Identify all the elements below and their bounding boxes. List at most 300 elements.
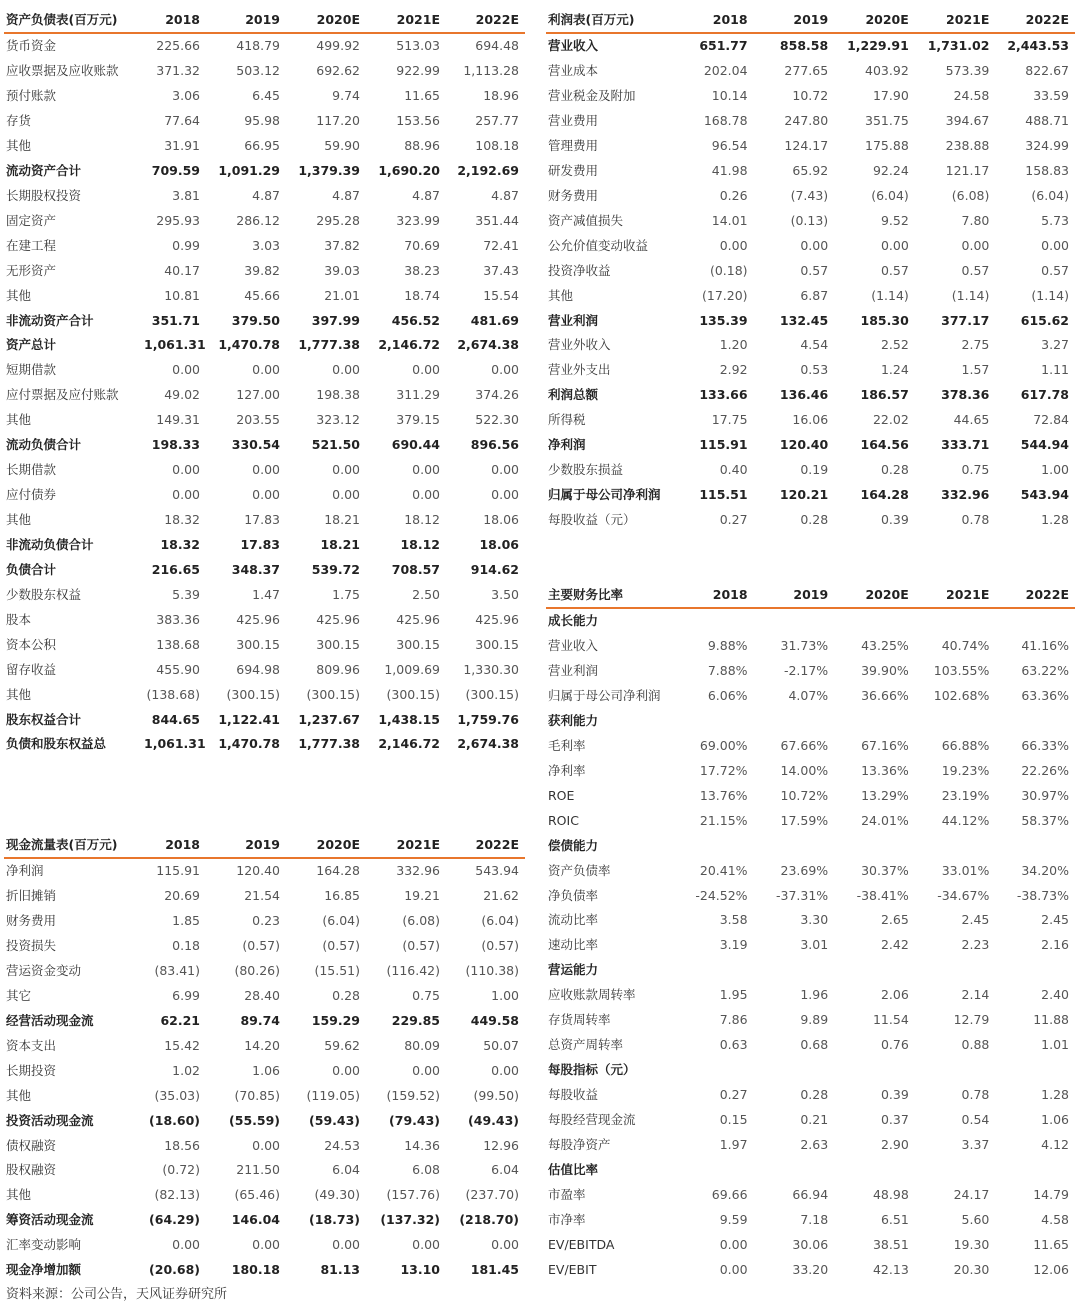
value-cell — [691, 1058, 753, 1083]
value-cell: (300.15) — [226, 686, 280, 702]
balance-sheet-table — [4, 8, 525, 757]
value-cell: (300.15) — [386, 686, 440, 702]
value-cell: 92.24 — [872, 162, 909, 178]
section-row — [546, 958, 1075, 983]
year-header: 2022E — [995, 8, 1075, 33]
value-cell — [915, 1058, 996, 1083]
value-cell: 11.65 — [1033, 1236, 1069, 1252]
income-statement-table — [546, 8, 1075, 533]
value-cell: 2.52 — [880, 337, 909, 353]
value-cell: 24.01% — [861, 812, 909, 828]
row-label: 营业收入 — [548, 38, 599, 54]
value-cell: 0.37 — [880, 1111, 909, 1127]
value-cell: (0.57) — [402, 938, 440, 954]
value-cell: 4.87 — [332, 187, 360, 203]
value-cell: 379.50 — [231, 312, 280, 328]
value-cell: 0.00 — [719, 1261, 748, 1277]
value-cell: 67.66% — [780, 737, 829, 753]
value-cell: 3.19 — [719, 937, 748, 953]
row-label: 营业利润 — [548, 663, 599, 679]
table-row — [546, 1008, 1075, 1033]
value-cell: 0.76 — [880, 1037, 909, 1053]
value-cell — [834, 833, 915, 858]
value-cell: 72.84 — [1033, 412, 1069, 428]
value-cell: 6.99 — [172, 987, 200, 1003]
value-cell: (18.73) — [309, 1212, 360, 1228]
value-cell: 153.56 — [396, 113, 440, 129]
row-label: EV/EBIT — [548, 1261, 597, 1277]
value-cell: 133.66 — [699, 387, 748, 403]
value-cell: 44.65 — [953, 412, 990, 428]
row-label: 长期股权投资 — [6, 187, 82, 203]
value-cell: 295.93 — [156, 212, 200, 228]
value-cell: 11.88 — [1033, 1012, 1069, 1028]
value-cell: 1.57 — [961, 362, 990, 378]
value-cell: 0.19 — [800, 462, 829, 478]
value-cell: 14.36 — [404, 1137, 440, 1153]
value-cell: 1.96 — [800, 987, 829, 1003]
row-label: 其他 — [6, 137, 32, 153]
table-row — [4, 1009, 525, 1034]
value-cell: 0.21 — [800, 1111, 829, 1127]
value-cell: (15.51) — [314, 962, 360, 978]
value-cell: 63.36% — [1021, 688, 1069, 704]
value-cell: (1.14) — [871, 287, 909, 303]
value-cell: 0.28 — [800, 1087, 829, 1103]
table-row — [546, 383, 1075, 408]
value-cell: 95.98 — [244, 113, 280, 129]
value-cell: 66.94 — [792, 1186, 829, 1202]
value-cell: 543.94 — [1020, 487, 1069, 503]
table-row — [4, 1183, 525, 1208]
value-cell: 9.88% — [707, 638, 748, 654]
table-row — [4, 1233, 525, 1258]
value-cell: 12.96 — [483, 1137, 519, 1153]
value-cell: 0.23 — [252, 913, 280, 929]
row-label: 市净率 — [548, 1211, 586, 1227]
value-cell: 115.51 — [699, 487, 748, 503]
value-cell: 33.59 — [1033, 88, 1069, 104]
table-row — [546, 1108, 1075, 1133]
value-cell: 70.69 — [404, 237, 440, 253]
table-header-row — [4, 8, 525, 33]
value-cell: 117.20 — [316, 113, 360, 129]
value-cell: (138.68) — [146, 686, 200, 702]
table-row — [546, 234, 1075, 259]
row-label: ROIC — [548, 812, 579, 828]
table-row — [546, 933, 1075, 958]
value-cell: 0.57 — [1041, 262, 1069, 278]
section-label: 营运能力 — [548, 962, 599, 978]
value-cell: 31.91 — [164, 137, 200, 153]
year-header: 2021E — [366, 8, 446, 33]
table-row — [4, 184, 525, 209]
value-cell: 21.01 — [324, 287, 360, 303]
value-cell: 2.16 — [1041, 937, 1069, 953]
value-cell: 1.85 — [172, 913, 200, 929]
section-label: 偿债能力 — [548, 837, 599, 853]
value-cell: 103.55% — [933, 663, 990, 679]
value-cell: 922.99 — [396, 63, 440, 79]
value-cell: 455.90 — [156, 661, 200, 677]
value-cell: 0.00 — [412, 462, 440, 478]
row-label: 股本 — [6, 611, 32, 627]
value-cell: 3.81 — [172, 187, 200, 203]
value-cell: (82.13) — [154, 1187, 200, 1203]
value-cell: 12.06 — [1033, 1261, 1069, 1277]
value-cell: 22.26% — [1021, 762, 1069, 778]
value-cell: 3.58 — [719, 912, 748, 928]
value-cell: 2.14 — [961, 987, 990, 1003]
table-row — [4, 333, 525, 358]
value-cell: 247.80 — [784, 113, 829, 129]
table-row — [546, 858, 1075, 883]
value-cell: 15.42 — [164, 1037, 200, 1053]
value-cell — [691, 1158, 753, 1183]
value-cell: 374.26 — [475, 387, 519, 403]
row-label: 资产总计 — [6, 337, 57, 353]
value-cell: 397.99 — [311, 312, 360, 328]
value-cell: (0.57) — [322, 938, 360, 954]
value-cell: (59.43) — [309, 1112, 360, 1128]
value-cell: 330.54 — [231, 437, 280, 453]
value-cell: 378.36 — [941, 387, 990, 403]
value-cell: 127.00 — [236, 387, 280, 403]
table-row — [4, 558, 525, 583]
value-cell: 2.65 — [880, 912, 909, 928]
value-cell: 121.17 — [945, 162, 990, 178]
value-cell: 2.45 — [961, 912, 990, 928]
row-label: 每股净资产 — [548, 1136, 611, 1152]
value-cell: 18.21 — [324, 512, 360, 528]
section-row — [546, 1058, 1075, 1083]
table-row — [4, 959, 525, 984]
value-cell: 4.87 — [252, 187, 280, 203]
table-row — [4, 258, 525, 283]
section-row — [546, 709, 1075, 734]
value-cell: 66.33% — [1021, 737, 1069, 753]
row-label: 资产减值损失 — [548, 212, 624, 228]
value-cell: (6.04) — [1031, 187, 1069, 203]
value-cell: 124.17 — [784, 137, 829, 153]
value-cell: 1,759.76 — [457, 711, 519, 727]
value-cell: 30.97% — [1021, 787, 1069, 803]
row-label: 存货周转率 — [548, 1012, 611, 1028]
table-row — [4, 1258, 525, 1283]
value-cell: 24.17 — [953, 1186, 990, 1202]
value-cell: 383.36 — [156, 611, 200, 627]
value-cell: 175.88 — [865, 137, 909, 153]
value-cell: 18.21 — [320, 536, 360, 552]
value-cell: (1.14) — [951, 287, 990, 303]
value-cell: 13.29% — [861, 787, 909, 803]
value-cell: 809.96 — [316, 661, 360, 677]
table-row — [546, 33, 1075, 59]
value-cell: 0.57 — [961, 262, 990, 278]
value-cell: 202.04 — [703, 63, 748, 79]
value-cell: 6.04 — [332, 1162, 360, 1178]
value-cell: 1,470.78 — [218, 736, 280, 752]
table-row — [4, 59, 525, 84]
table-row — [546, 184, 1075, 209]
value-cell: 3.03 — [252, 237, 280, 253]
value-cell: (6.04) — [322, 913, 360, 929]
section-label: 每股指标（元） — [548, 1062, 636, 1078]
table-row — [4, 1158, 525, 1183]
value-cell: 102.68% — [933, 688, 990, 704]
value-cell: 300.15 — [236, 636, 280, 652]
value-cell: (99.50) — [473, 1087, 519, 1103]
section-row — [546, 1158, 1075, 1183]
value-cell: 132.45 — [779, 312, 829, 328]
value-cell: 0.00 — [412, 1237, 440, 1253]
value-cell: 3.06 — [172, 88, 200, 104]
row-label: 其他 — [6, 287, 32, 303]
value-cell: (237.70) — [465, 1187, 519, 1203]
table-row — [4, 209, 525, 234]
value-cell: 14.20 — [244, 1037, 280, 1053]
table-row — [4, 1208, 525, 1233]
section-row — [546, 833, 1075, 858]
value-cell: (0.18) — [709, 262, 748, 278]
value-cell: 58.37% — [1021, 812, 1069, 828]
value-cell: 332.96 — [396, 863, 440, 879]
table-row — [4, 732, 525, 757]
value-cell: 1.11 — [1041, 362, 1069, 378]
value-cell: 0.00 — [332, 1237, 360, 1253]
value-cell: 216.65 — [151, 561, 200, 577]
table-row — [546, 59, 1075, 84]
value-cell: 694.98 — [236, 661, 280, 677]
value-cell: 1.75 — [332, 586, 360, 602]
value-cell: 39.82 — [244, 262, 280, 278]
value-cell: (0.72) — [162, 1162, 200, 1178]
row-label: 非流动资产合计 — [6, 312, 94, 328]
value-cell: 18.06 — [483, 512, 519, 528]
value-cell: 198.33 — [151, 437, 200, 453]
table-row — [4, 383, 525, 408]
value-cell: 37.43 — [483, 262, 519, 278]
value-cell: 0.00 — [172, 1237, 200, 1253]
year-header: 2022E — [995, 583, 1075, 608]
table-row — [4, 234, 525, 259]
row-label: 折旧摊销 — [6, 888, 57, 904]
value-cell: 371.32 — [156, 63, 200, 79]
row-label: 其他 — [6, 512, 32, 528]
value-cell: 277.65 — [784, 63, 829, 79]
value-cell: 0.00 — [252, 1137, 280, 1153]
value-cell: 5.39 — [172, 586, 200, 602]
table-row — [4, 884, 525, 909]
value-cell: 0.28 — [332, 987, 360, 1003]
value-cell: 9.89 — [800, 1012, 829, 1028]
value-cell: 615.62 — [1020, 312, 1069, 328]
value-cell: (7.43) — [790, 187, 829, 203]
value-cell: 186.57 — [860, 387, 909, 403]
value-cell: 1,061.31 — [144, 736, 206, 752]
table-row — [4, 433, 525, 458]
row-label: 流动资产合计 — [6, 162, 82, 178]
value-cell: 31.73% — [780, 638, 829, 654]
value-cell: 14.79 — [1033, 1186, 1069, 1202]
value-cell: 456.52 — [391, 312, 440, 328]
row-label: 流动负债合计 — [6, 437, 82, 453]
value-cell: 0.00 — [719, 1236, 748, 1252]
value-cell: 13.36% — [861, 762, 909, 778]
value-cell: 115.91 — [156, 863, 200, 879]
value-cell: 18.32 — [164, 512, 200, 528]
row-label: 财务费用 — [6, 913, 57, 929]
row-label: 应付票据及应付账款 — [6, 387, 119, 403]
value-cell: 0.18 — [172, 938, 200, 954]
value-cell: 17.83 — [244, 512, 280, 528]
section-label: 成长能力 — [548, 613, 599, 629]
year-header: 2019 — [754, 8, 835, 33]
table-row — [4, 934, 525, 959]
table-row — [546, 358, 1075, 383]
value-cell: 488.71 — [1025, 113, 1069, 129]
value-cell: 1,438.15 — [378, 711, 440, 727]
value-cell: 5.73 — [1041, 212, 1069, 228]
value-cell: 66.88% — [941, 737, 990, 753]
year-header: 2020E — [834, 8, 915, 33]
table-row — [546, 1183, 1075, 1208]
table-header-row — [546, 8, 1075, 33]
value-cell: 164.28 — [316, 863, 360, 879]
value-cell: 164.28 — [860, 487, 909, 503]
value-cell: 10.14 — [711, 88, 748, 104]
row-label: 资本公积 — [6, 636, 57, 652]
value-cell: 19.30 — [953, 1236, 990, 1252]
value-cell: 0.26 — [719, 187, 748, 203]
value-cell: 36.66% — [861, 688, 909, 704]
value-cell: 3.01 — [800, 937, 829, 953]
row-label: 每股收益（元） — [548, 512, 636, 528]
value-cell: 1,379.39 — [298, 162, 360, 178]
value-cell: 2.92 — [719, 362, 748, 378]
value-cell: 0.00 — [332, 1062, 360, 1078]
value-cell: 5.60 — [961, 1211, 990, 1227]
value-cell: 39.03 — [324, 262, 360, 278]
value-cell: 0.57 — [800, 262, 829, 278]
value-cell — [995, 958, 1075, 983]
value-cell: 20.30 — [953, 1261, 990, 1277]
table-row — [4, 408, 525, 433]
row-label: 短期借款 — [6, 362, 57, 378]
table-row — [546, 684, 1075, 709]
value-cell: 692.62 — [316, 63, 360, 79]
table-row — [4, 308, 525, 333]
value-cell: 115.91 — [699, 437, 748, 453]
value-cell — [754, 833, 835, 858]
value-cell: -38.41% — [856, 887, 909, 903]
source-note: 资料来源：公司公告，天风证券研究所 — [6, 1287, 228, 1302]
value-cell: 6.08 — [412, 1162, 440, 1178]
value-cell: 24.53 — [324, 1137, 360, 1153]
table-title: 利润表(百万元) — [546, 8, 691, 33]
value-cell: 28.40 — [244, 987, 280, 1003]
value-cell: 896.56 — [470, 437, 519, 453]
value-cell: 238.88 — [945, 137, 990, 153]
value-cell: 403.92 — [865, 63, 909, 79]
row-label: 管理费用 — [548, 137, 599, 153]
table-row — [546, 308, 1075, 333]
table-row — [546, 634, 1075, 659]
value-cell: 49.02 — [164, 387, 200, 403]
table-title: 主要财务比率 — [546, 583, 691, 608]
value-cell: 7.18 — [800, 1211, 829, 1227]
value-cell: 1,061.31 — [144, 337, 206, 353]
value-cell: 2,146.72 — [378, 337, 440, 353]
value-cell: 22.02 — [872, 412, 909, 428]
value-cell: 0.00 — [491, 1062, 519, 1078]
value-cell: 2.45 — [1041, 912, 1069, 928]
value-cell: (64.29) — [149, 1212, 200, 1228]
table-row — [546, 433, 1075, 458]
table-row — [4, 633, 525, 658]
value-cell: 1.02 — [172, 1062, 200, 1078]
value-cell: 539.72 — [311, 561, 360, 577]
value-cell: (6.08) — [951, 187, 990, 203]
table-row — [546, 1133, 1075, 1158]
value-cell: 17.75 — [711, 412, 748, 428]
value-cell: 2,443.53 — [1007, 38, 1069, 54]
value-cell: 41.16% — [1021, 638, 1069, 654]
value-cell — [834, 1158, 915, 1183]
value-cell: 164.56 — [860, 437, 909, 453]
value-cell: 158.83 — [1025, 162, 1069, 178]
table-row — [4, 134, 525, 159]
year-header: 2020E — [286, 8, 366, 33]
year-header: 2019 — [206, 833, 286, 858]
value-cell: 62.21 — [160, 1012, 200, 1028]
table-row — [546, 1208, 1075, 1233]
value-cell: 0.00 — [491, 487, 519, 503]
value-cell: 168.78 — [703, 113, 748, 129]
row-label: 总资产周转率 — [548, 1037, 624, 1053]
value-cell: -37.31% — [775, 887, 829, 903]
table-row — [4, 608, 525, 633]
value-cell: 7.88% — [707, 663, 748, 679]
row-label: 流动比率 — [548, 912, 599, 928]
value-cell: 6.87 — [800, 287, 829, 303]
value-cell: 0.28 — [880, 462, 909, 478]
value-cell: 348.37 — [231, 561, 280, 577]
value-cell: 0.78 — [961, 512, 990, 528]
value-cell: 24.58 — [953, 88, 990, 104]
value-cell: 72.41 — [483, 237, 519, 253]
table-row — [546, 84, 1075, 109]
value-cell: 2.75 — [961, 337, 990, 353]
value-cell: 1.28 — [1041, 512, 1069, 528]
row-label: 公允价值变动收益 — [548, 237, 649, 253]
year-header: 2021E — [915, 8, 996, 33]
table-row — [4, 483, 525, 508]
value-cell: 1,777.38 — [298, 337, 360, 353]
row-label: 营业费用 — [548, 113, 599, 129]
value-cell: 0.28 — [800, 512, 829, 528]
value-cell: 18.12 — [400, 536, 440, 552]
table-row — [546, 408, 1075, 433]
row-label: 存货 — [6, 113, 32, 129]
table-row — [546, 283, 1075, 308]
value-cell: 34.20% — [1021, 862, 1069, 878]
value-cell: 2.63 — [800, 1136, 829, 1152]
value-cell: 379.15 — [396, 412, 440, 428]
value-cell: 30.37% — [861, 862, 909, 878]
value-cell: (49.43) — [468, 1112, 519, 1128]
table-row — [4, 508, 525, 533]
